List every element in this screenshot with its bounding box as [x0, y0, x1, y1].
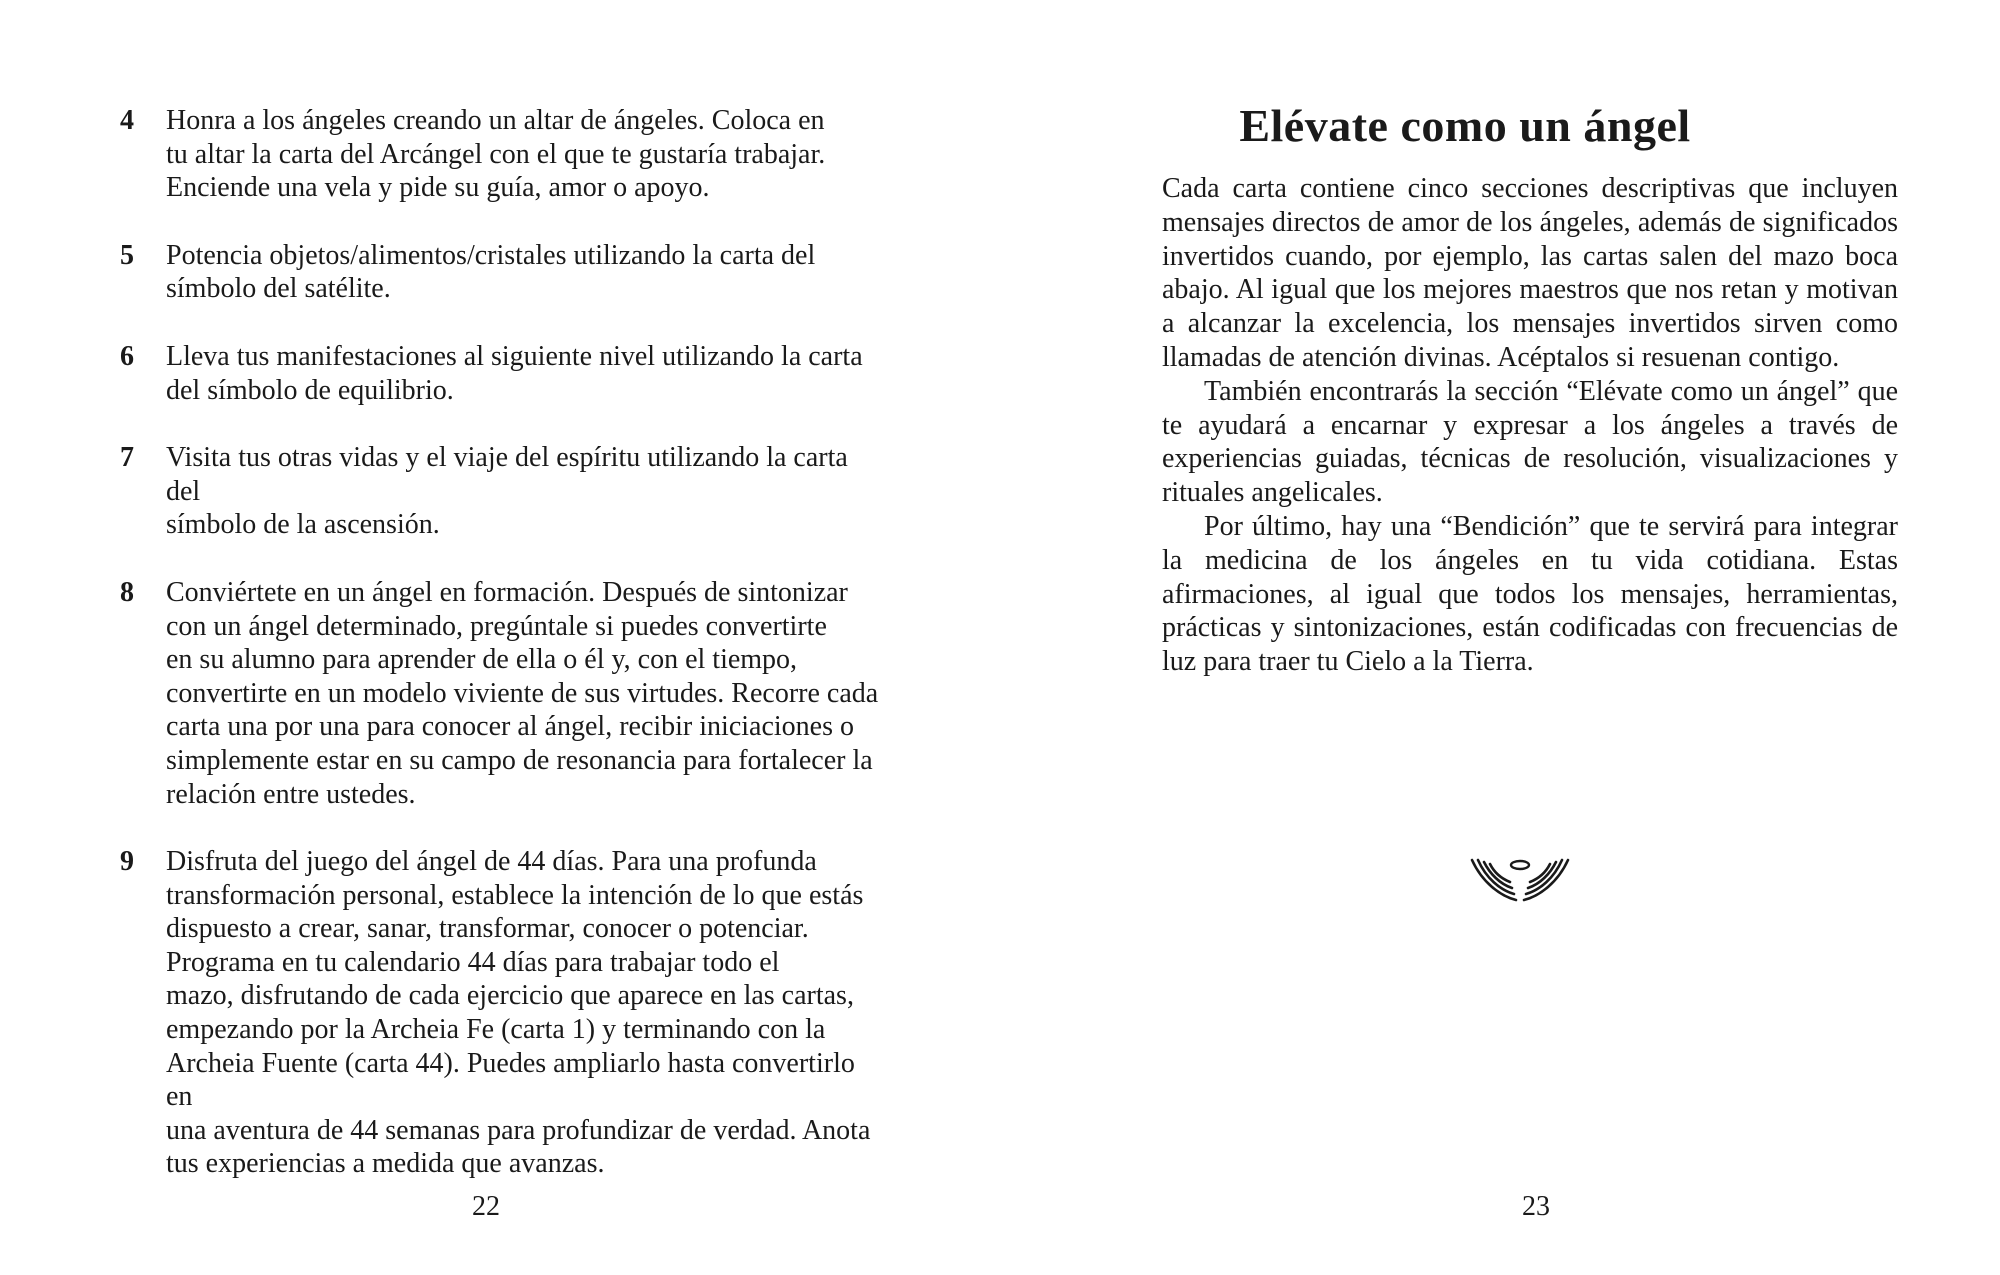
paragraph: También encontrarás la sección “Elévate como un ángel” que te ayudará a encarnar y expresar a los ángeles a través de experiencias guiadas, técnicas de resolución, visualizaciones y rituales angelicales. — [1162, 375, 1898, 509]
list-item-text: Conviértete en un ángel en formación. Después de sintonizar con un ángel determinado, pregúntale si puedes convertirte en su alumno para aprender de ella o él y, con el tiempo, convertirte en un modelo viviente de sus virtudes. Recorre cada carta una por una para conocer al ángel, recibir iniciaciones o simplemente estar en su campo de resonancia para fortalecer la relación entre ustedes. — [166, 576, 879, 810]
page-number-left: 22 — [472, 1191, 500, 1222]
list-item-number: 6 — [120, 340, 134, 372]
page-number-right: 23 — [1522, 1191, 1550, 1222]
list-item-number: 8 — [120, 576, 134, 608]
body-text — [1162, 172, 1898, 679]
paragraph: Por último, hay una “Bendición” que te servirá para integrar la medicina de los ángeles en tu vida cotidiana. Estas afirmaciones, al igual que todos los mensajes, herramientas, prácticas y sintonizaciones, están codificadas con frecuencias de luz para traer tu Cielo a la Tierra. — [1162, 510, 1898, 678]
angel-wings-halo-icon — [1470, 838, 1570, 908]
list-item-number: 7 — [120, 442, 134, 474]
paragraph: Cada carta contiene cinco secciones descriptivas que incluyen mensajes directos de amor de los ángeles, además de significados invertidos cuando, por ejemplo, las cartas salen del mazo boca abajo. Al igual que los mejores maestros que nos retan y motivan a alcanzar la excelencia, los mensajes invertidos sirven como llamadas de atención divinas. Acéptalos si resuenan contigo. — [1162, 173, 1898, 373]
numbered-list — [120, 104, 880, 1215]
list-item-number: 5 — [120, 239, 134, 271]
list-item — [120, 576, 880, 811]
list-item-text: Lleva tus manifestaciones al siguiente nivel utilizando la carta del símbolo de equilibrio. — [166, 340, 863, 406]
section-title: Elévate como un ángel — [1239, 100, 1691, 151]
list-item-text: Potencia objetos/alimentos/cristales utilizando la carta del símbolo del satélite. — [166, 239, 816, 305]
list-item-text: Visita tus otras vidas y el viaje del espíritu utilizando la carta del símbolo de la ascensión. — [166, 442, 848, 541]
list-item-text: Honra a los ángeles creando un altar de ángeles. Coloca en tu altar la carta del Arcángel con el que te gustaría trabajar. Enciende una vela y pide su guía, amor o apoyo. — [166, 105, 826, 204]
list-item — [120, 239, 880, 306]
list-item — [120, 441, 880, 542]
list-item — [120, 340, 880, 407]
list-item — [120, 104, 880, 205]
list-item-number: 9 — [120, 846, 134, 878]
right-page — [1000, 0, 2000, 1275]
list-item-text: Disfruta del juego del ángel de 44 días. Para una profunda transformación personal, establece la intención de lo que estás dispuesto a crear, sanar, transformar, conocer o potenciar. Programa en tu calendario 44 días para trabajar todo el mazo, disfrutando de cada ejercicio que aparece en las cartas, empezando por la Archeia Fe (carta 1) y terminando con la Archeia Fuente (carta 44). Puedes ampliarlo hasta convertirlo en una aventura de 44 semanas para profundizar de verdad. Anota tus experiencias a medida que avanzas. — [166, 846, 871, 1180]
list-item-number: 4 — [120, 105, 134, 136]
list-item — [120, 845, 880, 1181]
